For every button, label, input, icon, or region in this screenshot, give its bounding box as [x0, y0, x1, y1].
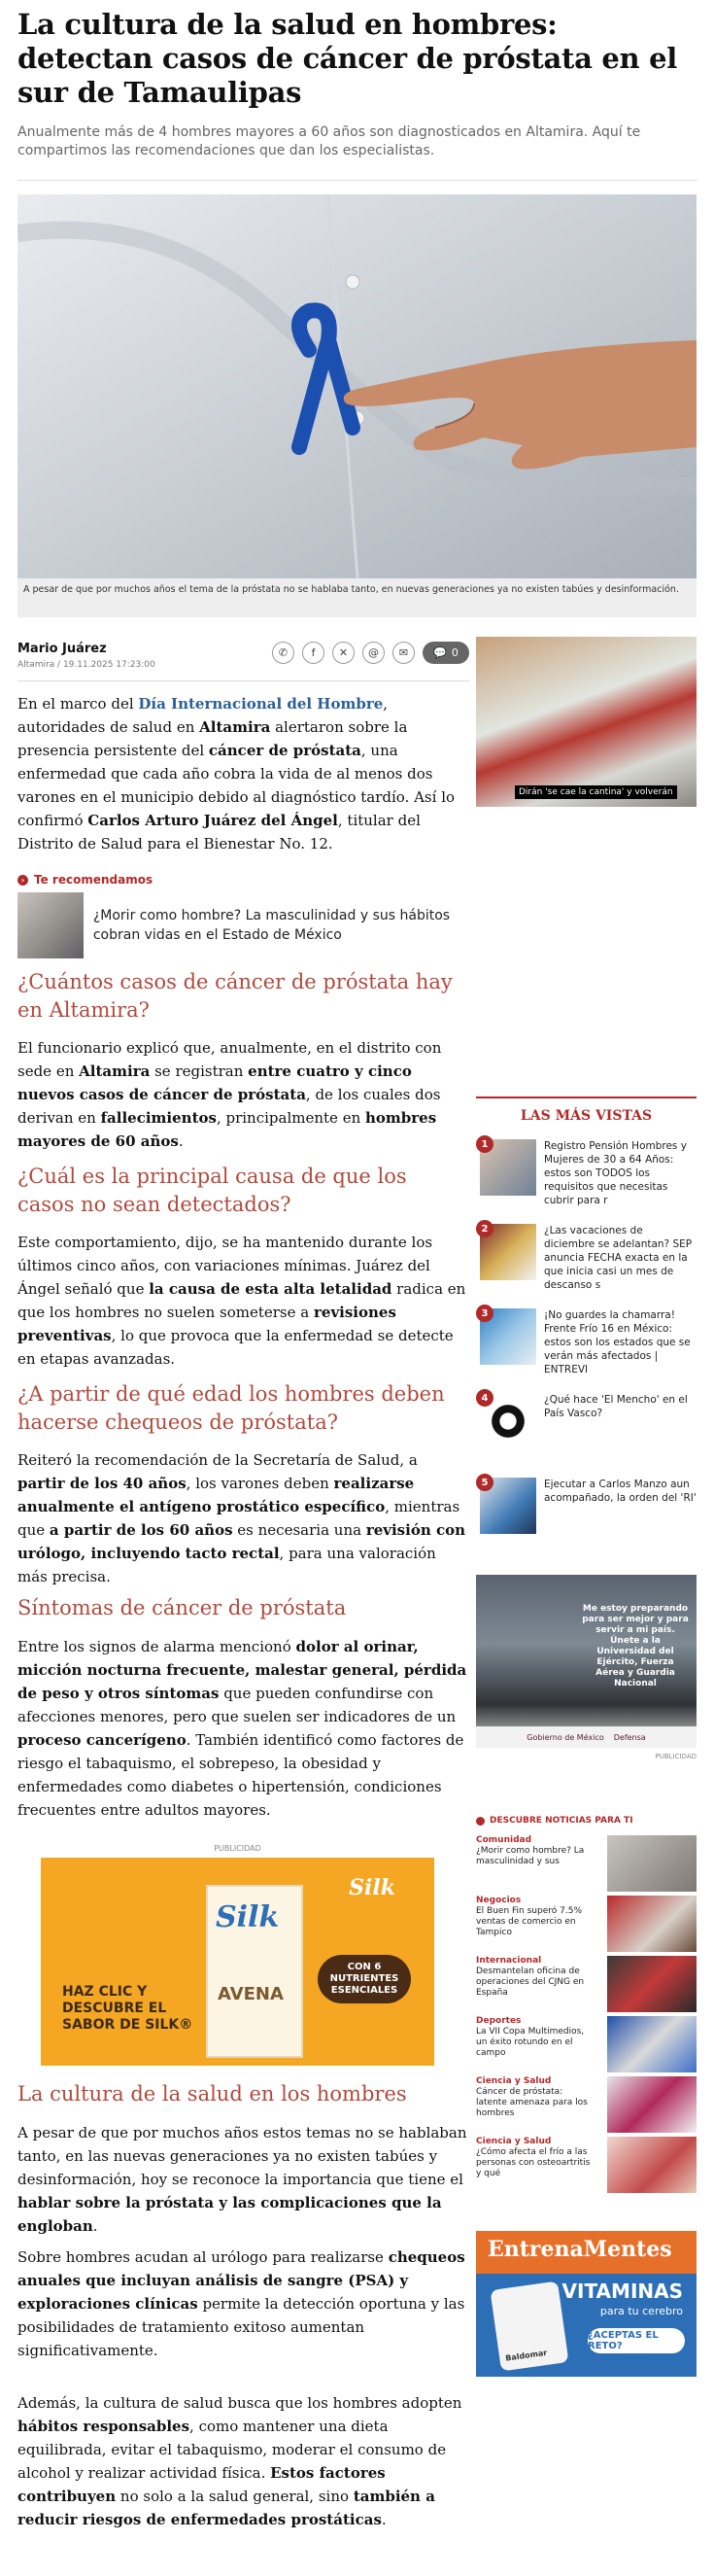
- thumbnail[interactable]: [607, 1835, 697, 1892]
- most-viewed-title[interactable]: ¿Qué hace 'El Mencho' en el País Vasco?: [544, 1394, 688, 1419]
- nutrients-badge: CON 6 NUTRIENTES ESENCIALES: [318, 1955, 411, 2003]
- military-ad[interactable]: [476, 1575, 697, 1748]
- article-intro: En el marco del Día Internacional del Hombre, autoridades de salud en Altamira alertaron sobre la presencia persistente del cáncer de próstata, una enfermedad que cada año cobra la vida de al menos dos varones en el municipio debido al diagnóstico tardío. Así lo confirmó Carlos Arturo Juárez del Ángel, titular del Distrito de Salud para el Bienestar No. 12.: [17, 695, 456, 853]
- most-viewed-title[interactable]: ¿Las vacaciones de diciembre se adelantan? SEP anuncia FECHA exacta en la que inicia casi un mes de descanso s: [544, 1225, 693, 1291]
- discover-category[interactable]: Negocios: [476, 1896, 522, 1905]
- recommended-thumbnail[interactable]: [17, 892, 84, 958]
- most-viewed-item[interactable]: 2 ¿Las vacaciones de diciembre se adelantan? SEP anuncia FECHA exacta en la que inicia casi un mes de descanso s: [476, 1220, 697, 1292]
- article-header: [17, 8, 697, 160]
- silk-ad: [41, 1844, 434, 2066]
- silk-cta[interactable]: HAZ CLIC Y DESCUBRE EL SABOR DE SILK®: [62, 1984, 193, 2033]
- discover-category[interactable]: Deportes: [476, 2016, 522, 2026]
- recommended-title[interactable]: ¿Morir como hombre? La masculinidad y sus hábitos cobran vidas en el Estado de México: [92, 908, 451, 943]
- share-bar: [272, 642, 469, 664]
- discover-item[interactable]: [476, 1896, 697, 1952]
- comments-count: 0: [451, 646, 459, 659]
- section-body: Reiteró la recomendación de la Secretaría de Salud, a partir de los 40 años, los varones deben realizarse anualmente el antígeno prostático específico, mientras que a partir de los 60 años es necesaria una revisión con urólogo, incluyendo tacto rectal, para una valoración más precisa.: [17, 1451, 465, 1585]
- military-ad-footer: Gobierno de México Defensa: [476, 1726, 697, 1748]
- arrow-icon: [476, 1817, 485, 1826]
- thumbnail[interactable]: [607, 1956, 697, 2012]
- discover-category[interactable]: Ciencia y Salud: [476, 2076, 552, 2086]
- silk-carton: Silk AVENA: [206, 1885, 303, 2058]
- section-heading: ¿A partir de qué edad los hombres deben hacerse chequeos de próstata?: [17, 1382, 445, 1434]
- most-viewed-title[interactable]: Ejecutar a Carlos Manzo aun acompañado, la orden del 'RI': [544, 1479, 697, 1504]
- sidebar-video[interactable]: [476, 637, 697, 807]
- thumbnail[interactable]: [607, 2076, 697, 2133]
- most-viewed-item[interactable]: 4 ¿Qué hace 'El Mencho' en el País Vasco?: [476, 1389, 697, 1449]
- thumbnail[interactable]: [607, 1896, 697, 1952]
- discover-item[interactable]: [476, 1956, 697, 2012]
- discover-heading: DESCUBRE NOTICIAS PARA TI: [476, 1816, 697, 1826]
- ad-subheadline: para tu cerebro: [599, 2305, 683, 2317]
- section-heading: ¿Cuál es la principal causa de que los casos no sean detectados?: [17, 1165, 407, 1216]
- discover-item[interactable]: [476, 1835, 697, 1892]
- ad-label: PUBLICIDAD: [214, 1844, 261, 1853]
- section-body: Sobre hombres acudan al urólogo para realizarse chequeos anuales que incluyan análisis de sangre (PSA) y exploraciones clínicas permite la detección oportuna y las posibilidades de tratamiento exitoso aumentan significativamente.: [17, 2248, 465, 2359]
- image-caption: A pesar de que por muchos años el tema de la próstata no se hablaba tanto, en nuevas generaciones ya no existen tabúes y desinformación.: [17, 578, 697, 617]
- byline: [17, 642, 469, 680]
- x-icon[interactable]: ✕: [332, 642, 355, 664]
- discover-category[interactable]: Internacional: [476, 1956, 542, 1966]
- most-viewed-title[interactable]: Registro Pensión Hombres y Mujeres de 30 a 64 Años: estos son TODOS los requisitos que necesitas cubrir para r: [544, 1140, 687, 1206]
- thumbnail[interactable]: [607, 2137, 697, 2193]
- comment-icon: 💬: [433, 646, 447, 659]
- section-heading: ¿Cuántos casos de cáncer de próstata hay en Altamira?: [17, 970, 453, 1022]
- discover-category[interactable]: Ciencia y Salud: [476, 2137, 552, 2146]
- author-name[interactable]: Mario Juárez: [17, 642, 107, 656]
- section-heading: Síntomas de cáncer de próstata: [17, 1596, 347, 1619]
- hero-image: [17, 194, 697, 578]
- section-body: Este comportamiento, dijo, se ha mantenido durante los últimos cinco años, con variaciones mínimas. Juárez del Ángel señaló que la causa de esta alta letalidad radica en que los hombres no suelen someterse a revisiones preventivas, lo que provoca que la enfermedad se detecte en etapas avanzadas.: [17, 1234, 466, 1368]
- dia-hombre-link[interactable]: Día Internacional del Hombre: [138, 695, 384, 713]
- article-summary: Anualmente más de 4 hombres mayores a 60 años son diagnosticados en Altamira. Aquí te compartimos las recomendaciones que dan los especialistas.: [17, 124, 641, 158]
- entrenamentes-logo: EntrenaMentes: [476, 2231, 697, 2274]
- silk-logo: Silk: [349, 1875, 395, 1900]
- facebook-icon[interactable]: f: [302, 642, 324, 664]
- divider: [17, 180, 697, 181]
- article-title: La cultura de la salud en hombres: detectan casos de cáncer de próstata en el sur de Tamaulipas: [17, 8, 677, 109]
- accept-challenge-button[interactable]: ¿ACEPTAS EL RETO?: [588, 2328, 685, 2353]
- ad-label: PUBLICIDAD: [655, 1753, 697, 1760]
- discover-item[interactable]: [476, 2016, 697, 2072]
- discover-category[interactable]: Comunidad: [476, 1835, 532, 1845]
- arrow-icon: ›: [17, 875, 28, 886]
- section-heading: La cultura de la salud en los hombres: [17, 2082, 407, 2106]
- most-viewed-item[interactable]: 1 Registro Pensión Hombres y Mujeres de 30 a 64 Años: estos son TODOS los requisitos que necesitas cubrir para r: [476, 1135, 697, 1207]
- discover-item[interactable]: [476, 2076, 697, 2133]
- threads-icon[interactable]: @: [362, 642, 385, 664]
- most-viewed-heading: LAS MÁS VISTAS: [476, 1097, 697, 1124]
- email-icon[interactable]: ✉: [392, 642, 415, 664]
- entrenamentes-ad[interactable]: [476, 2231, 697, 2377]
- ad-headline: VITAMINAS: [561, 2280, 683, 2303]
- most-viewed-title[interactable]: ¡No guardes la chamarra! Frente Frío 16 en México: estos son los estados que se verán más afectados | ENTREVI: [544, 1309, 691, 1375]
- section-body: El funcionario explicó que, anualmente, en el distrito con sede en Altamira se registran entre cuatro y cinco nuevos casos de cáncer de próstata, de los cuales dos derivan en fallecimientos, principalmente en hombres mayores de 60 años.: [17, 1039, 442, 1150]
- section-body: A pesar de que por muchos años estos temas no se hablaban tanto, en las nuevas generaciones ya no existen tabúes y desinformación, hoy se reconoce la importancia que tiene el hablar sobre la próstata y las complicaciones que la engloban.: [17, 2124, 467, 2235]
- most-viewed-item[interactable]: 3 ¡No guardes la chamarra! Frente Frío 16 en México: estos son los estados que se verán más afectados | ENTREVI: [476, 1305, 697, 1376]
- comments-button[interactable]: [423, 642, 469, 664]
- silk-ad-banner[interactable]: [41, 1858, 434, 2066]
- most-viewed-item[interactable]: 5 Ejecutar a Carlos Manzo aun acompañado, la orden del 'RI': [476, 1474, 697, 1534]
- discover-title[interactable]: ¿Morir como hombre? La masculinidad y sus: [476, 1846, 585, 1866]
- recommended-header: › Te recomendamos: [17, 873, 469, 887]
- discover-title[interactable]: La VII Copa Multimedios, un éxito rotundo en el campo: [476, 2027, 585, 2058]
- discover-title[interactable]: ¿Cómo afecta el frío a las personas con osteoartritis y qué: [476, 2147, 591, 2178]
- article-meta: Altamira / 19.11.2025 17:23:00: [17, 660, 155, 670]
- military-ad-text: Me estoy preparando para ser mejor y para servir a mi país. Únete a la Universidad del Ejército, Fuerza Aérea y Guardia Nacional: [582, 1604, 689, 1688]
- whatsapp-icon[interactable]: ✆: [272, 642, 294, 664]
- thumbnail[interactable]: [607, 2016, 697, 2072]
- game-box: Baldomar: [490, 2281, 568, 2372]
- discover-item[interactable]: [476, 2137, 697, 2193]
- section-body: Entre los signos de alarma mencionó dolor al orinar, micción nocturna frecuente, malestar general, pérdida de peso y otros síntomas que pueden confundirse con afecciones menores, pero que suelen ser indicadores de un proceso cancerígeno. También identificó como factores de riesgo el tabaquismo, el sobrepeso, la obesidad y enfermedades como diabetes o hipertensión, condiciones frecuentes entre adultos mayores.: [17, 1638, 467, 1819]
- divider: [17, 680, 469, 681]
- discover-title[interactable]: El Buen Fin superó 7.5% ventas de comercio en Tampico: [476, 1906, 582, 1937]
- discover-title[interactable]: Desmantelan oficina de operaciones del CJNG en España: [476, 1967, 585, 1998]
- section-body: Además, la cultura de salud busca que los hombres adopten hábitos responsables, como mantener una dieta equilibrada, evitar el tabaquismo, moderar el consumo de alcohol y realizar actividad física. Estos factores contribuyen no solo a la salud general, sino también a reducir riesgos de enfermedades prostáticas.: [17, 2394, 462, 2528]
- recommended-item[interactable]: [17, 892, 469, 958]
- discover-title[interactable]: Cáncer de próstata: latente amenaza para los hombres: [476, 2087, 588, 2118]
- video-subtitle: Dirán 'se cae la cantina' y volverán: [515, 785, 677, 799]
